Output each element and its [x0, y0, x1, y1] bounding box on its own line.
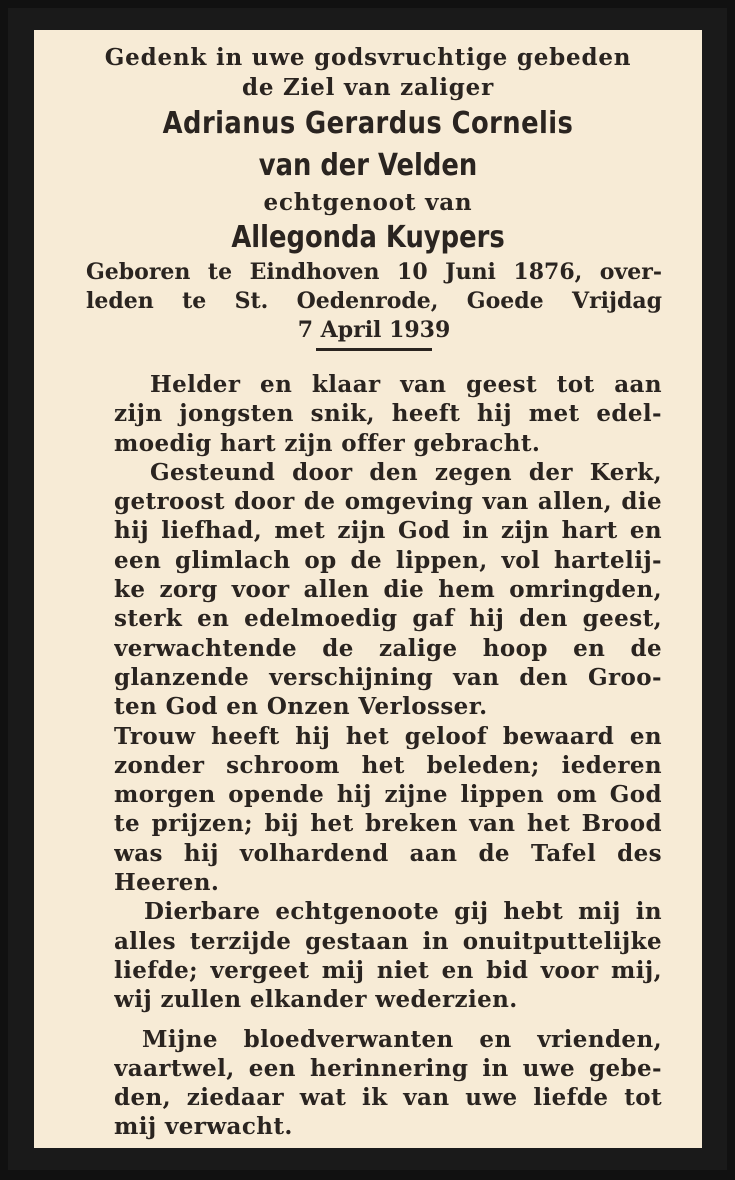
- birth-death-line: 7 April 1939: [297, 317, 451, 343]
- birth-death-line: leden te St. Oedenrode, Goede Vrijdag: [86, 288, 662, 314]
- text-line: morgen opende hij zijne lippen om God: [114, 781, 662, 809]
- spouse-name: Allegonda Kuypers: [231, 220, 505, 255]
- divider-rule: [316, 348, 432, 351]
- text-line: Trouw heeft hij het geloof bewaard en: [114, 722, 662, 750]
- text-line: getroost door de omgeving van allen, die: [114, 488, 662, 516]
- text-line: te prijzen; bij het breken van het Brood: [114, 810, 662, 838]
- text-line: liefde; vergeet mij niet en bid voor mij,: [114, 956, 662, 984]
- memorial-text: [114, 370, 662, 1142]
- text-line: den, ziedaar wat ik van uwe liefde tot: [114, 1084, 662, 1112]
- memorial-paragraph: [114, 370, 662, 458]
- text-line: Mijne bloedverwanten en vrienden,: [142, 1025, 662, 1053]
- spouse-intro: echtgenoot van: [263, 189, 473, 216]
- text-line: mij verwacht.: [114, 1113, 293, 1141]
- card-paper: [34, 30, 702, 1148]
- text-line: ten God en Onzen Verlosser.: [114, 693, 488, 721]
- text-line: hij liefhad, met zijn God in zijn hart en: [114, 517, 662, 545]
- text-line: Dierbare echtgenoote gij hebt mij in: [144, 898, 662, 926]
- text-line: Helder en klaar van geest tot aan: [150, 371, 662, 398]
- text-line: zijn jongsten snik, heeft hij met edel-: [114, 400, 662, 428]
- text-line: sterk en edelmoedig gaf hij den geest,: [114, 605, 662, 633]
- text-line: vaartwel, een herinnering in uwe gebe-: [114, 1054, 662, 1082]
- text-line: Gesteund door den zegen der Kerk,: [150, 458, 662, 486]
- deceased-given-names: Adrianus Gerardus Cornelis: [162, 106, 574, 141]
- deceased-surname: van der Velden: [258, 148, 478, 183]
- text-line: zonder schroom het beleden; iederen: [114, 751, 662, 779]
- birth-death-text: [86, 258, 662, 345]
- opening-line: Gedenk in uwe godsvruchtige gebeden: [104, 44, 632, 71]
- text-line: alles terzijde gestaan in onuitputtelijke: [114, 927, 662, 955]
- text-line: moedig hart zijn offer gebracht.: [114, 429, 541, 457]
- text-line: verwachtende de zalige hoop en de: [114, 634, 662, 662]
- memorial-paragraph: [114, 722, 662, 898]
- text-line: glanzende verschijning van den Groo-: [114, 663, 662, 691]
- birth-death-line: Geboren te Eindhoven 10 Juni 1876, over-: [86, 259, 662, 285]
- memorial-paragraph: [114, 1025, 662, 1142]
- opening-line-2: de Ziel van zaliger: [241, 74, 495, 101]
- text-line: een glimlach op de lippen, vol hartelij-: [114, 546, 662, 574]
- text-line: Heeren.: [114, 869, 220, 897]
- text-line: was hij volhardend aan de Tafel des: [114, 839, 662, 867]
- memorial-paragraph: [114, 897, 662, 1014]
- text-line: ke zorg voor allen die hem omringden,: [114, 576, 662, 604]
- memorial-paragraph: [114, 458, 662, 722]
- text-line: wij zullen elkander wederzien.: [114, 986, 518, 1014]
